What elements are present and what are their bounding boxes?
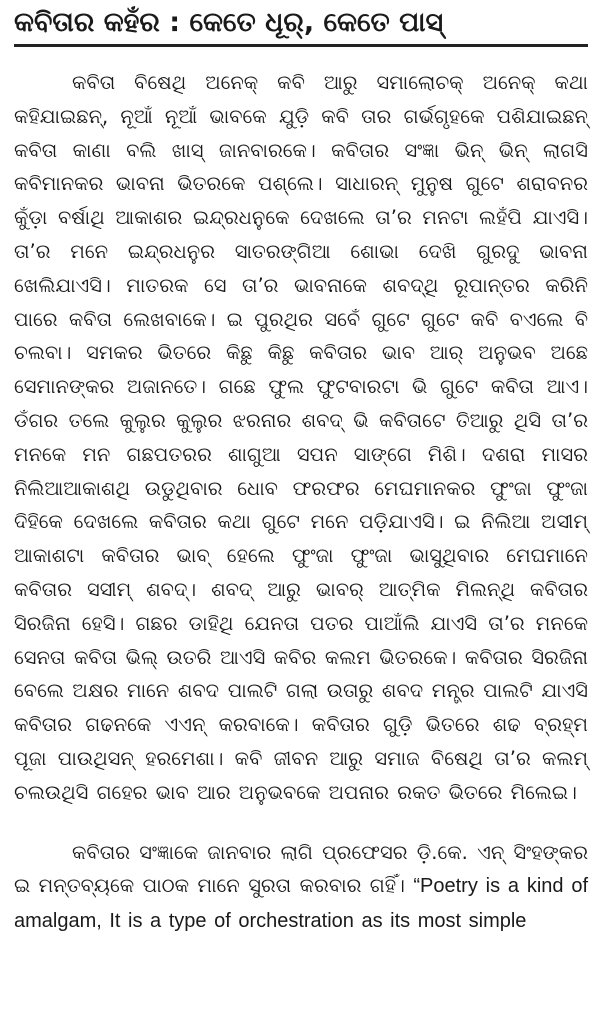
body-paragraph-1: କବିତା ବିଷେଥି ଅନେକ୍ କବି ଆରୁ ସମାଲୋଚକ୍ ଅନେକ୍ କଥା କହିଯାଇଛନ୍, ନୂଆଁ ନୂଆଁ ଭାବକେ ଯୁଡ଼ି କବି ତାର ଗର୍ଭଗୃହକେ ପଶିଯାଇଛନ୍ କବିତା କାଣା ବଲି ଖାସ୍ ଜାନବାରକେ। କବିତାର ସଂଜ୍ଞା ଭିନ୍ ଭିନ୍ ଲାଗସି କବିମାନକର ଭାବନା ଭିତରକେ ପଶ୍‌ଲେ। ସାଧାରନ୍ ମୁନୁଷ ଗୁଟେ ଶରାବନର କୁଁଡ଼ା ବର୍ଷାଥି ଆକାଶର ଇନ୍ଦ୍ରଧନୁକେ ଦେଖଲେ ତା’ର ମନଟା ଲହଁପି ଯାଏସି। ତା’ର ମନେ ଇନ୍ଦ୍ରଧନୁର ସାତରଙ୍ଗିଆ ଶୋଭା ଦେଖି ଗୁରଦୁ ଭାବନା ଖେଲିଯାଏସି। ମାତରକ ସେ ତା’ର ଭାବନାକେ ଶବଦ୍‌ଥି ରୂପାନ୍ତର କରିନି ପାରେ କବିତା ଲେଖବାକେ। ଇ ପୁରଥିର ସବେଁ ଗୁଟେ ଗୁଟେ କବି ବଏଲେ ବି ଚଲବା। ସମକର ଭିତରେ କିଛୁ କିଛୁ କବିତାର ଭାବ ଆର୍ ଅନୁଭବ ଅଛେ ସେମାନଙ୍କର ଅଜାନତେ। ଗଛେ ଫୁଲ ଫୁଟବାରଟା ଭି ଗୁଟେ କବିତା ଆଏ। ଡଁଗର ତଲେ କୁଲୁର କୁଲୁର ଝରନାର ଶବଦ୍ ଭି କବିତାଟେ ତିଆରୁ ଥିସି ତା’ର ମନକେ ମନ ଗଛପତରର ଶାଗୁଆ ସପନ ସାଙ୍ଗେ ମିଶି। ଦଶରା ମାସର ନିଲିଆଆକାଶଥି ଉଡୁଥିବାର ଧୋବ ଫରଫର ମେଘମାନକର ଫୁଂଜା ଫୁଂଜା ଦିହିକେ ଦେଖଲେ କବିତାର କଥା ଗୁଟେ ମନେ ପଡ଼ିଯାଏସି। ଇ ନିଲିଆ ଅସୀମ୍ ଆକାଶଟା କବିତାର ଭାବ୍ ହେଲେ ଫୁଂଜା ଫୁଂଜା ଭାସୁଥିବାର ମେଘମାନେ କବିତାର ସସୀମ୍ ଶବଦ୍। ଶବଦ୍ ଆରୁ ଭାବର୍ ଆତ୍ମିକ ମିଲନ୍‌ଥି କବିତାର ସିରଜିନା ହେସି। ଗଛର ଡାହିଥି ଯେନତା ପତର ପାଆଁଲି ଯାଏସି ତା’ର ମନକେ ସେନତା କବିତା ଭିଲ୍ ଉତରି ଆଏସି କବିର କଲମ ଭିତରକେ। କବିତାର ସିରଜିନା ବେଲେ ଅକ୍ଷର ମାନେ ଶବଦ ପାଲଟି ଗଲା ଉତାରୁ ଶବଦ ମନ୍ତ୍ର ପାଲଟି ଯାଏସି କବିତାର ଗଢନକେ ଏଏନ୍ କରବାକେ। କବିତାର ଗୁଡ଼ି ଭିତରେ ଶଢ ବ୍ରହ୍ମ ପୂଜା ପାଉଥିସନ୍ ହରମେଶା। କବି ଜୀବନ ଆରୁ ସମାଜ ବିଷେଥି ତା’ର କଲମ୍ ଚଲଉଥିସି ଗହେର ଭାବ ଆର ଅନୁଭବକେ ଅପନାର ରକତ ଭିତରେ ମିଲେଇ। xyxy=(14,71,588,804)
body-paragraph-2 xyxy=(14,836,588,939)
article-title: କବିତାର କହଁର : କେତେ ଧୂର୍, କେତେ ପାସ୍ xyxy=(14,7,444,38)
title-underline xyxy=(14,44,588,47)
document-page xyxy=(0,6,600,1032)
paragraph-2-english-quote: “Poetry is a kind of amalgam, It is a type of orchestration as its most simple xyxy=(14,875,588,933)
paragraph-2-odia-text: କବିତାର ସଂଜ୍ଞାକେ ଜାନବାର ଲାଗି ପ୍ରଫେସର ଡ଼ି.କେ. ଏନ୍ ସିଂହଙ୍କର ଇ ମନ୍ତବ୍ୟକେ ପାଠକ ମାନେ ସୁରତା କରବାର ଗହିଁ। xyxy=(14,840,588,898)
